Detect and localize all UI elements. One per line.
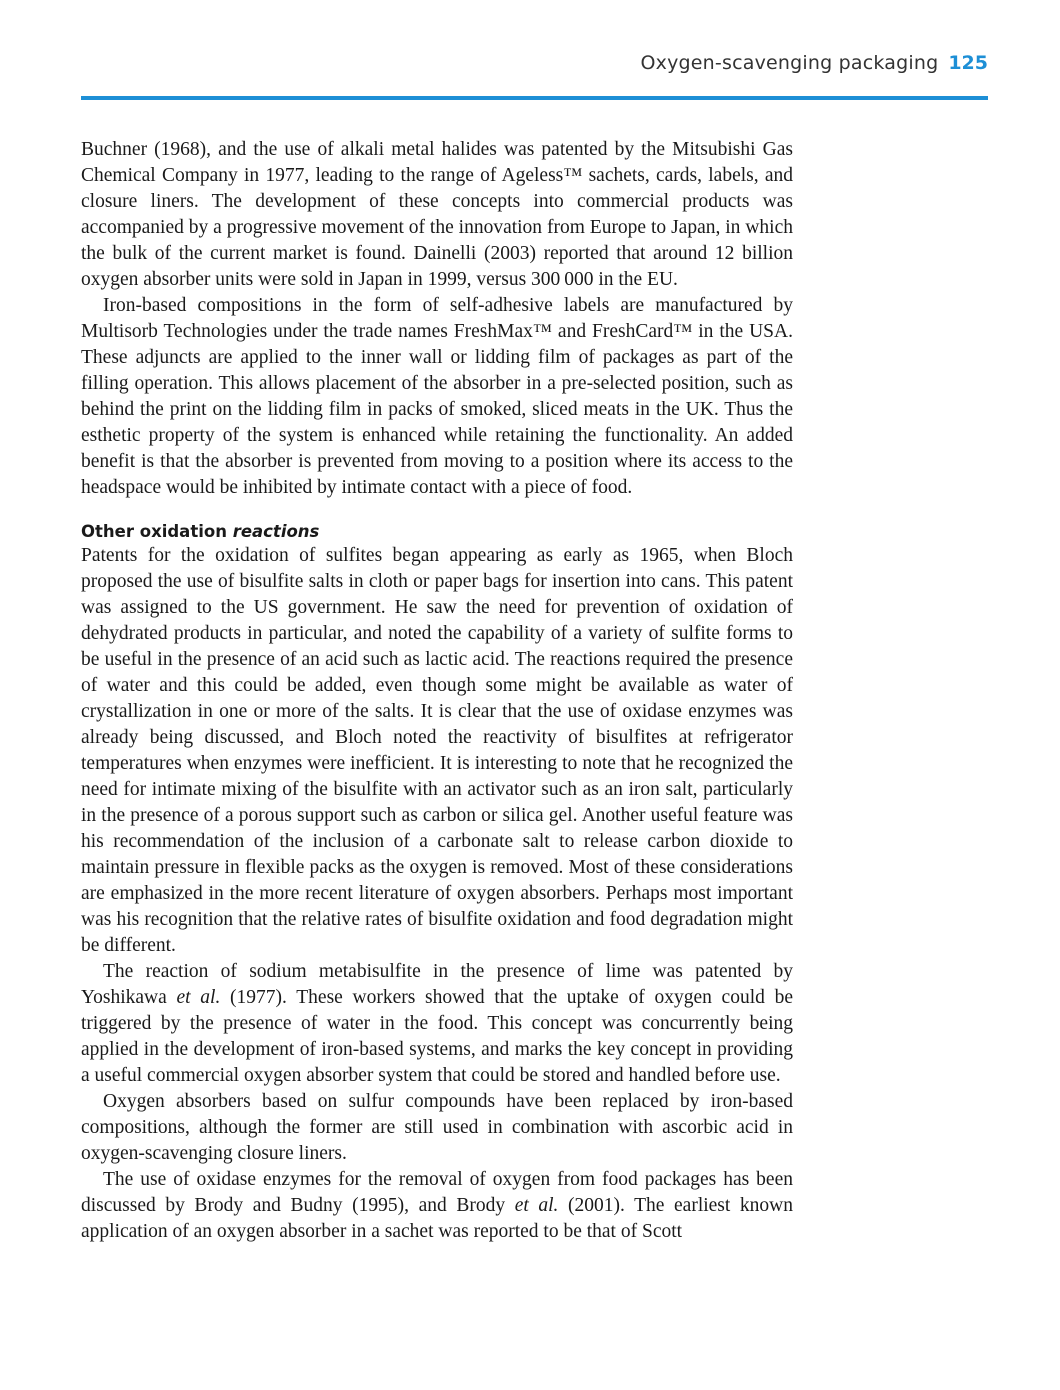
section-heading-italic: reactions <box>232 522 320 541</box>
paragraph: Iron-based compositions in the form of self-adhesive labels are manufactured by Multisorb Technologies under the trade names FreshMax™ and FreshCard™ in the USA. These adjuncts are applied to the inner wall or lidding film of packages as part of the filling operation. This allows placement of the absorber in a pre-selected position, such as behind the print on the lidding film in packs of smoked, sliced meats in the UK. Thus the esthetic property of the system is enhanced while retaining the functionality. An added benefit is that the absorber is prevented from moving to a position where its access to the headspace would be inhibited by intimate contact with a piece of food. <box>81 295 793 498</box>
text-run: (2001). The earliest known application of an oxygen absorber in a sachet was reported to be that of Scott <box>81 1195 793 1242</box>
page-number: 125 <box>948 52 988 74</box>
text-run-italic: et al. <box>514 1195 559 1216</box>
running-head <box>640 52 988 82</box>
paragraph: Oxygen absorbers based on sulfur compounds have been replaced by iron-based compositions, although the former are still used in combination with ascorbic acid in oxygen-scavenging closure liners. <box>81 1091 793 1164</box>
paragraph: Patents for the oxidation of sulfites began appearing as early as 1965, when Bloch proposed the use of bisulfite salts in cloth or paper bags for insertion into cans. This patent was assigned to the US government. He saw the need for prevention of oxidation of dehydrated products in particular, and noted the capability of a variety of sulfite forms to be useful in the presence of an acid such as lactic acid. The reactions required the presence of water and this could be added, even though some might be available as water of crystallization in one or more of the salts. It is clear that the use of oxidase enzymes was already being discussed, and Bloch noted the reactivity of bisulfites at refrigerator temperatures when enzymes were inefficient. It is interesting to note that he recognized the need for intimate mixing of the bisulfite with an activator such as an iron salt, particularly in the presence of a porous support such as carbon or silica gel. Another useful feature was his recommendation of the inclusion of a carbonate salt to release carbon dioxide to maintain pressure in flexible packs as the oxygen is removed. Most of these considerations are emphasized in the more recent literature of oxygen absorbers. Perhaps most important was his recognition that the relative rates of bisulfite oxidation and food degradation might be different. <box>81 545 793 956</box>
section-heading-text: Other oxidation <box>81 522 233 541</box>
body-text <box>81 137 793 1245</box>
paragraph <box>81 1167 793 1245</box>
text-run: (1977). These workers showed that the uptake of oxygen could be triggered by the presence of water in the food. This concept was concurrently being applied in the development of iron-based systems, and marks the key concept in providing a useful commercial oxygen absorber system that could be stored and handled before use. <box>81 987 793 1086</box>
text-run: The reaction of sodium metabisulfite in the presence of lime was patented by Yoshikawa <box>81 961 793 1008</box>
running-head-title: Oxygen-scavenging packaging <box>640 52 939 74</box>
paragraph: Buchner (1968), and the use of alkali metal halides was patented by the Mitsubishi Gas Chemical Company in 1977, leading to the range of Ageless™ sachets, cards, labels, and closure liners. The development of these concepts into commercial products was accompanied by a progressive movement of the innovation from Europe to Japan, in which the bulk of the current market is found. Dainelli (2003) reported that around 12 billion oxygen absorber units were sold in Japan in 1999, versus 300 000 in the EU. <box>81 139 793 290</box>
paragraph <box>81 959 793 1089</box>
header-rule <box>81 96 988 100</box>
text-run-italic: et al. <box>176 987 221 1008</box>
text-run: The use of oxidase enzymes for the removal of oxygen from food packages has been discussed by Brody and Budny (1995), and Brody <box>81 1169 793 1216</box>
section-heading <box>81 521 793 543</box>
